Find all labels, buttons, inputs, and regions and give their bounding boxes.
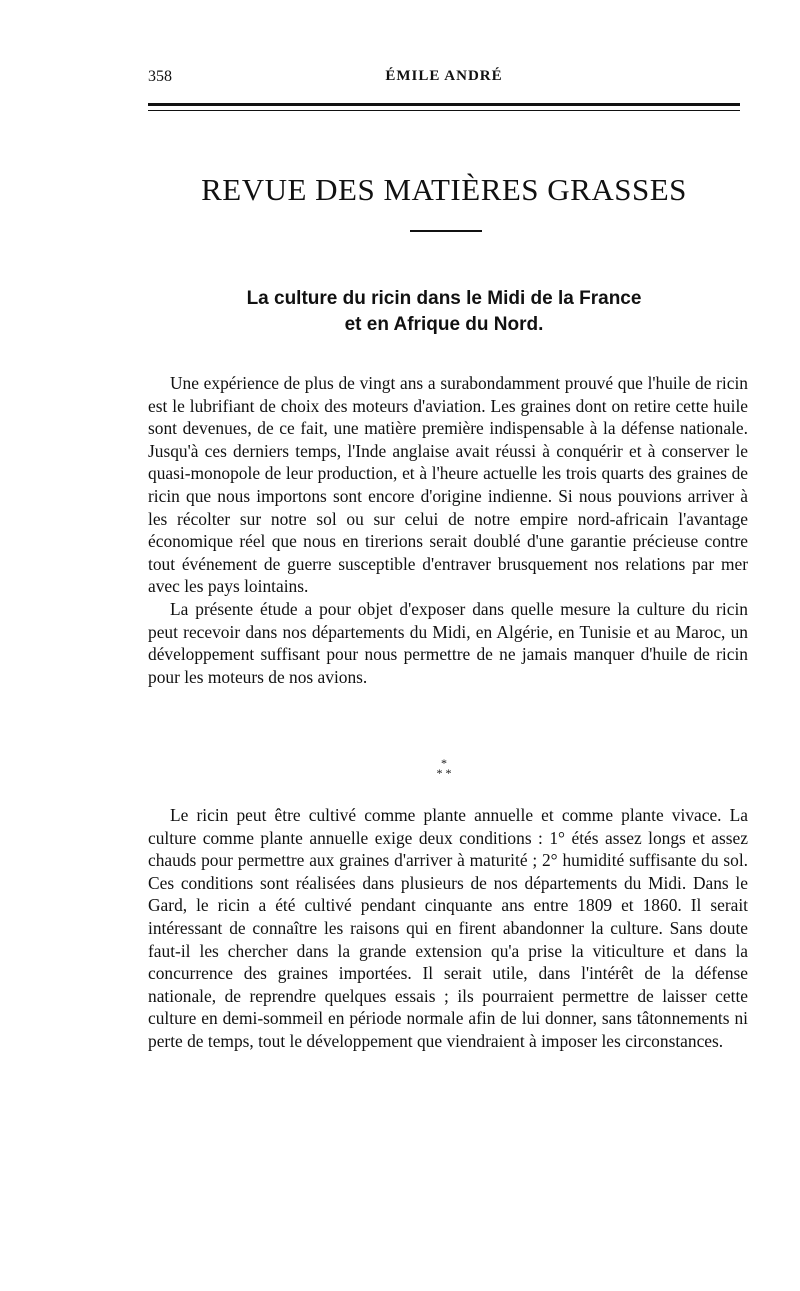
header-rule-thin [148, 110, 740, 111]
asterism-top: * [441, 756, 447, 770]
paragraph-3: Le ricin peut être cultivé comme plante annuelle et comme plante vivace. La culture comme plante annuelle exige deux conditions : 1° étés assez longs et assez chauds pour permettre aux graines d'arriver à maturité ; 2° humidité suffisante du sol. Ces conditions sont réalisées dans plusieurs de nos départements du Midi. Dans le Gard, le ricin a été cultivé pendant cinquante ans entre 1809 et 1860. Il serait intéressant de connaître les raisons qui en firent abandonner la culture. Sans doute faut-il les chercher dans la grande extension qu'a prise la viticulture et dans la concurrence des graines importées. Il serait utile, dans l'intérêt de la défense nationale, de reprendre quelques essais ; ils pourraient permettre de laisser cette culture en demi-sommeil en période normale afin de lui donner, sans tâtonnements ni perte de temps, tout le développement que viendraient à imposer les circonstances. [148, 805, 748, 1051]
cultivation-section [148, 804, 748, 1053]
header-rule-thick [148, 103, 740, 106]
intro-section [148, 372, 748, 688]
page-number: 358 [148, 68, 172, 85]
page-header [148, 68, 740, 94]
title-divider [410, 230, 482, 232]
subtitle-line-1: La culture du ricin dans le Midi de la France [246, 288, 642, 309]
section-asterism [148, 758, 740, 778]
article-subtitle [148, 286, 740, 338]
article-title: REVUE DES MATIÈRES GRASSES [201, 172, 687, 207]
running-head: ÉMILE ANDRÉ [385, 68, 503, 84]
paragraph-2: La présente étude a pour objet d'exposer dans quelle mesure la culture du ricin peut recevoir dans nos départements du Midi, en Algérie, en Tunisie et au Maroc, un développement suffisant pour nous permettre de ne jamais manquer d'huile de ricin pour les moteurs de nos avions. [148, 598, 748, 687]
subtitle-line-2: et en Afrique du Nord. [344, 314, 544, 335]
asterism-bottom: * * [436, 766, 452, 780]
paragraph-1: Une expérience de plus de vingt ans a surabondamment prouvé que l'huile de ricin est le lubrifiant de choix des moteurs d'aviation. Les graines dont on retire cette huile sont devenues, de ce fait, une matière première indispensable à la défense nationale. Jusqu'à ces derniers temps, l'Inde anglaise avait réussi à conquérir et à conserver le quasi-monopole de leur production, et à l'heure actuelle les trois quarts des graines de ricin que nous importons sont encore d'origine indienne. Si nous pouvions arriver à les récolter sur notre sol ou sur celui de notre empire nord-africain l'avantage économique réel que nous en tirerions serait doublé d'une garantie précieuse contre tout événement de guerre susceptible d'entraver brusquement nos relations par mer avec les pays lointains. [148, 373, 748, 597]
